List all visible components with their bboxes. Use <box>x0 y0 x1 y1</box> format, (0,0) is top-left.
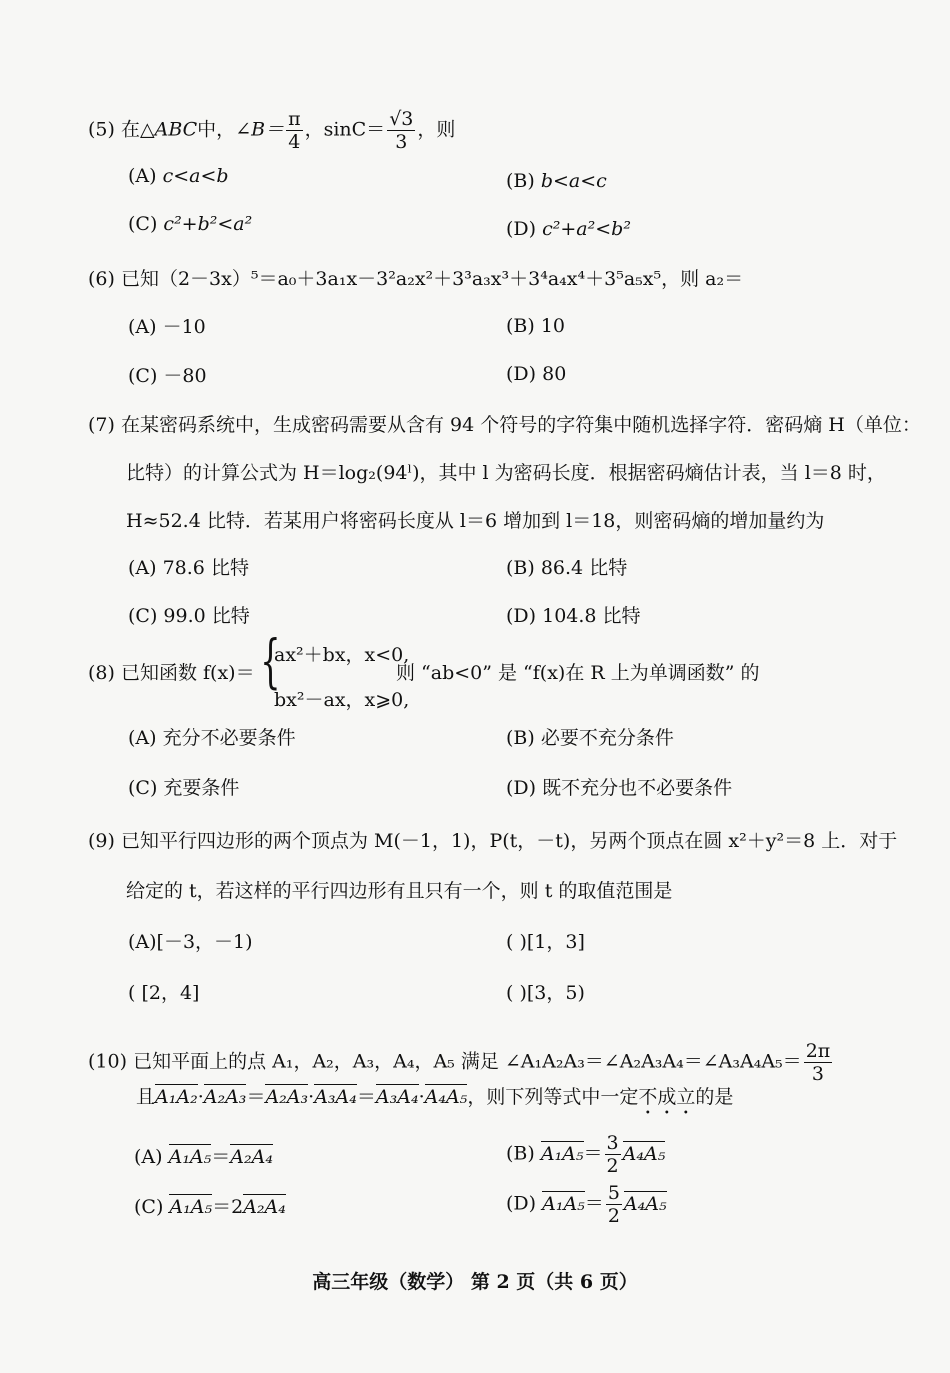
vector-a2a3: A₂A₃ <box>265 1086 309 1108</box>
q9-option-b: ( )[1，3] <box>506 931 585 953</box>
q6-option-b: (B) 10 <box>506 315 566 337</box>
q5-text: ，则 <box>417 118 456 141</box>
question-5-stem <box>88 108 455 153</box>
vector-a1a2: A₁A₂ <box>155 1086 198 1108</box>
q5-text: 在 <box>120 118 140 141</box>
fraction-2pi-over-3: $\frac{2\pi}{3}$ <box>805 1040 831 1085</box>
question-10-line-2: 且A₁A₂·A₂A₃＝A₂A₃·A₃A₄＝A₃A₄·A₄A₅，则下列等式中一定不成立的是 <box>136 1086 734 1108</box>
q8-option-c: (C) 充要条件 <box>128 777 240 799</box>
q6-option-d: (D) 80 <box>506 363 567 385</box>
piecewise-case-1: ax²＋bx，x<0, <box>274 644 410 666</box>
question-number: (9) <box>88 830 115 852</box>
q8-condition: 则 “ab<0” 是 “f(x)在 R 上为单调函数” 的 <box>396 662 760 684</box>
q5-option-c: (C) c²+b²<a² <box>128 213 253 235</box>
q6-text: 已知（2－3x）⁵＝a₀＋3a₁x－3²a₂x²＋3³a₃x³＋3⁴a₄x⁴＋3⁵a₅x⁵，则 a₂＝ <box>120 268 744 290</box>
q9-text: 已知平行四边形的两个顶点为 M(－1，1)，P(t，－t)，另两个顶点在圆 x²＋y²＝8 上．对于 <box>120 830 898 852</box>
vector-a4a5: A₄A₅ <box>424 1086 468 1108</box>
q5-text: 中， <box>197 118 236 141</box>
emphasized-not-hold: 不成立 <box>638 1086 696 1108</box>
q9-option-c: ( [2，4] <box>128 982 200 1004</box>
q5-option-b: (B) b<a<c <box>506 170 607 192</box>
question-number: (8) <box>88 662 115 684</box>
q5-sin: ，sinC＝ <box>304 118 386 141</box>
fraction-sqrt3-over-3: $\frac{√3}{3}$ <box>389 108 414 153</box>
q5-option-a: (A) c<a<b <box>128 165 229 187</box>
q5-triangle: △ABC <box>139 118 198 141</box>
q8-option-a: (A) 充分不必要条件 <box>128 727 296 749</box>
q8-text: 已知函数 f(x)＝ <box>120 662 255 684</box>
q5-angle: ∠B＝ <box>235 118 285 141</box>
q10-option-d: (D) A₁A₅＝ $\frac{5}{2}$ A₄A₅ <box>506 1182 667 1227</box>
q7-option-c: (C) 99.0 比特 <box>128 605 250 627</box>
question-number: (7) <box>88 414 115 436</box>
q10-text: 已知平面上的点 A₁，A₂，A₃，A₄，A₅ 满足 ∠A₁A₂A₃＝∠A₂A₃A₄＝∠A₃A₄A₅＝ <box>133 1050 802 1073</box>
vector-a3a4: A₃A₄ <box>375 1086 419 1108</box>
question-7-line-1 <box>88 410 921 437</box>
q7-option-d: (D) 104.8 比特 <box>506 605 641 627</box>
q10-option-a: (A) A₁A₅＝A₂A₄ <box>134 1146 273 1168</box>
page-footer: 高三年级（数学） 第 2 页（共 6 页） <box>312 1271 638 1293</box>
vector-a3a4: A₃A₄ <box>314 1086 357 1108</box>
piecewise-brace: { <box>260 627 281 695</box>
piecewise-case-2: bx²－ax，x⩾0, <box>274 689 410 711</box>
question-9-line-2: 给定的 t，若这样的平行四边形有且只有一个，则 t 的取值范围是 <box>126 880 673 902</box>
q8-option-b: (B) 必要不充分条件 <box>506 727 674 749</box>
q10-option-b: (B) A₁A₅＝ $\frac{3}{2}$ A₄A₅ <box>506 1132 666 1177</box>
fraction-pi-over-4: $\frac{\pi}{4}$ <box>288 108 301 153</box>
q7-option-b: (B) 86.4 比特 <box>506 557 628 579</box>
question-10-line-1 <box>88 1040 834 1085</box>
q7-option-a: (A) 78.6 比特 <box>128 557 249 579</box>
q8-option-d: (D) 既不充分也不必要条件 <box>506 777 733 799</box>
question-number: (10) <box>88 1050 128 1073</box>
q6-option-a: (A) －10 <box>128 316 206 338</box>
q10-option-c: (C) A₁A₅＝2A₂A₄ <box>134 1196 286 1218</box>
question-7-line-3: H≈52.4 比特．若某用户将密码长度从 l＝6 增加到 l＝18，则密码熵的增加量约为 <box>126 510 825 532</box>
question-number: (5) <box>88 118 115 141</box>
q9-option-a: (A)[－3，－1) <box>128 931 253 953</box>
q5-option-d: (D) c²+a²<b² <box>506 218 631 240</box>
question-number: (6) <box>88 268 115 290</box>
question-6-stem <box>88 264 743 291</box>
q9-option-d: ( )[3，5) <box>506 982 585 1004</box>
question-7-line-2: 比特）的计算公式为 H＝log₂(94ˡ)，其中 l 为密码长度．根据密码熵估计表，当 l＝8 时， <box>126 462 886 484</box>
question-8-stem <box>88 658 255 685</box>
q6-option-c: (C) －80 <box>128 365 207 387</box>
q7-text: 在某密码系统中，生成密码需要从含有 94 个符号的字符集中随机选择字符．密码熵 H（单位： <box>120 414 921 436</box>
vector-a2a3: A₂A₃ <box>203 1086 247 1108</box>
question-9-line-1 <box>88 826 897 853</box>
